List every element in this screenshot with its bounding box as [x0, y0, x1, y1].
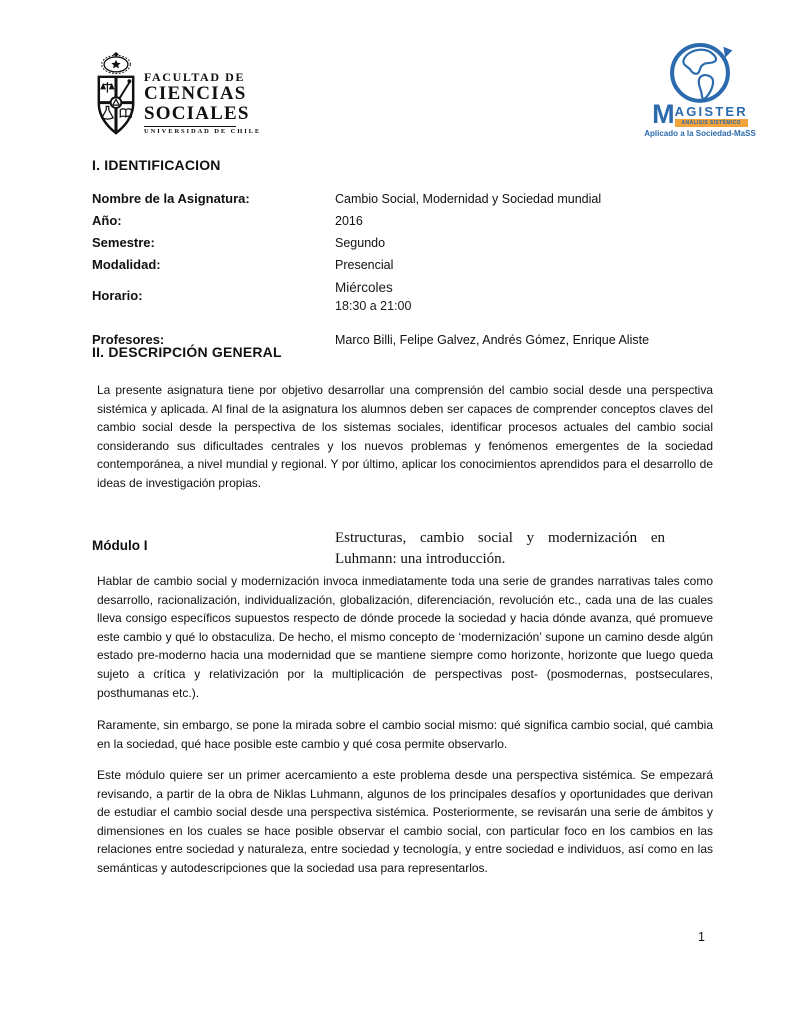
field-value: Segundo: [335, 236, 386, 250]
field-value: Presencial: [335, 258, 394, 272]
field-row-nombre: [92, 188, 717, 210]
globe-americas-icon: [664, 36, 736, 108]
identification-table: [92, 188, 717, 351]
field-value: 2016: [335, 214, 363, 228]
magister-banner: ANÁLISIS SISTÉMICO: [675, 119, 748, 127]
field-label: Modalidad:: [92, 257, 161, 272]
module1-paragraph-2: Raramente, sin embargo, se pone la mirada sobre el cambio social mismo: qué significa cambio social, qué cambia en la sociedad, qué hace posible este cambio y qué cosa permite observarlo.: [97, 718, 713, 751]
section-identification-heading: I. IDENTIFICACION: [92, 157, 221, 173]
field-label: Año:: [92, 213, 122, 228]
section-description-heading: II. DESCRIPCIÓN GENERAL: [92, 344, 282, 360]
field-value-time: 18:30 a 21:00: [335, 298, 412, 313]
field-label: Nombre de la Asignatura:: [92, 191, 250, 206]
general-description-paragraph: La presente asignatura tiene por objetivo desarrollar una comprensión del cambio social desde una perspectiva sistémica y aplicada. Al final de la asignatura los alumnos deben ser capaces de comprender conceptos claves del cambio social desde la perspectiva de los sistemas sociales, identificar procesos actuales del cambio social considerando sus dificultades centrales y los nuevos problemas y fenómenos emergentes de la sociedad contemporánea, a nivel mundial y regional. Y por último, aplicar los conocimientos aprendidos para el desarrollo de ideas de investigación propias.: [97, 383, 713, 490]
field-label: Semestre:: [92, 235, 155, 250]
university-crest-icon: [95, 50, 137, 138]
field-label: Profesores:: [92, 332, 165, 347]
magister-wordmark: [638, 99, 762, 129]
magister-subtitle: Aplicado a la Sociedad-MaSS: [644, 129, 756, 138]
field-row-semestre: [92, 232, 717, 254]
magister-wordmark-initial: M: [652, 99, 675, 129]
module1-title-line1: Estructuras, cambio social y modernización en: [335, 530, 665, 546]
faculty-logo: [95, 50, 261, 138]
page-number: 1: [698, 930, 705, 944]
field-label: Horario:: [92, 288, 143, 303]
module1-title: [335, 528, 665, 570]
magister-logo: [638, 36, 762, 138]
module1-paragraph-3: Este módulo quiere ser un primer acercamiento a este problema desde una perspectiva sistémica. Se empezará revisando, a partir de la obra de Niklas Luhmann, algunos de los principales desafíos y oportunidades que derivan de estudiar el cambio social desde una perspectiva sistémica. Posteriormente, se revisarán una serie de ámbitos y dimensiones en los cuales se hace posible observar el cambio social, con particular foco en los cambios en las relaciones entre sociedad y naturaleza, entre sociedad y tecnología, y entre sociedad e individuos, así como en las semánticas y autodescripciones que la sociedad usa para representarlos.: [97, 768, 713, 875]
field-row-ano: [92, 210, 717, 232]
faculty-logo-divider: [144, 126, 236, 127]
university-name: UNIVERSIDAD DE CHILE: [144, 128, 262, 135]
faculty-name-line2: CIENCIAS: [144, 83, 247, 104]
field-value: Cambio Social, Modernidad y Sociedad mundial: [335, 192, 602, 206]
module1-paragraph-1: Hablar de cambio social y modernización invoca inmediatamente toda una serie de grandes narrativas tales como desarrollo, racionalización, individualización, globalización, diferenciación, revolución etc., cada una de las cuales lleva consigo específicos supuestos respecto de dónde procede la sociedad y hacia dónde avanza, qué promueve este cambio y qué lo obstaculiza. De hecho, el mismo concepto de ‘modernización’ supone un camino desde algún estado pre-moderno hacia una modernidad que se mantiene siempre como horizonte, horizonte que luego queda sujeto a crítica y relativización por la multiplicación de perspectivas post- (posmodernas, postseculares, posthumanas etc.).: [97, 574, 713, 700]
field-row-horario: [92, 276, 717, 316]
module1-title-line2: Luhmann: una introducción.: [335, 551, 506, 567]
field-value-day: Miércoles: [335, 279, 393, 295]
magister-wordmark-rest: AGISTER: [674, 104, 748, 119]
faculty-logo-text: [144, 50, 261, 136]
field-row-modalidad: [92, 254, 717, 276]
field-value: Marco Billi, Felipe Galvez, Andrés Gómez, Enrique Aliste: [335, 333, 650, 347]
faculty-name-line1: FACULTAD DE: [144, 70, 246, 84]
faculty-name-line3: SOCIALES: [144, 103, 250, 124]
module1-label: Módulo I: [92, 538, 148, 553]
